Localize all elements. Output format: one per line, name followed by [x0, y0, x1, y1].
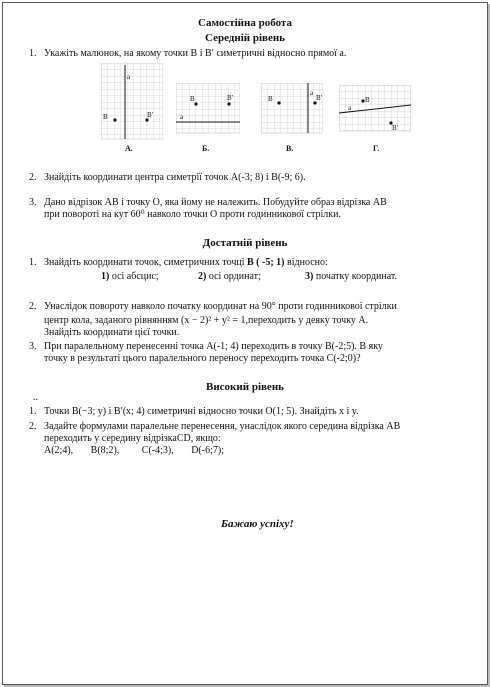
task-text-line: При паралельному перенесенні точка А(-1; 4) переходить в точку В(-2;5). В яку — [44, 341, 383, 352]
point-b-prime — [227, 102, 230, 105]
task-number: 3. — [29, 197, 37, 208]
task-number: 1. — [29, 48, 37, 59]
task-number: 1. — [29, 257, 37, 268]
figure-g-label: Г. — [373, 144, 380, 153]
worksheet-page — [2, 2, 488, 685]
task-text-line: Дано відрізок АВ і точку О, яка йому не належить. Побудуйте образ відрізка АВ — [44, 197, 387, 208]
line-a-label: a — [127, 73, 131, 81]
point-b-prime-label: B′ — [147, 111, 154, 119]
page-title: Самостійна робота — [198, 17, 292, 29]
point-b-prime-label: B′ — [392, 124, 399, 132]
task-number: 2. — [29, 172, 37, 183]
figure-a-label: A. — [125, 144, 133, 153]
task-text-part: Знайдіть координати точок, симетричних точці — [44, 257, 247, 268]
point-b — [113, 118, 116, 121]
point-b-label: B — [268, 95, 273, 103]
task-number: 2. — [29, 421, 37, 432]
point-b — [277, 101, 280, 104]
point-b-label: B — [365, 96, 370, 104]
task-text — [44, 257, 328, 269]
task-text-line: Знайдіть координати цієї точки. — [44, 327, 180, 338]
figure-b-label: Б. — [202, 144, 210, 153]
closing-wish: Бажаю успіху! — [221, 518, 294, 530]
figure-v-grid — [261, 83, 323, 135]
line-a-label: a — [180, 113, 184, 121]
task-text-line: Унаслідок повороту навколо початку координат на 90° проти годинникової стрілки — [44, 301, 397, 312]
task-text-line: Задайте формулами паралельне перенесення, унаслідок якого середина відрізка АВ — [44, 421, 401, 432]
task-number: 1. — [29, 406, 37, 417]
task-text-part: відносно: — [284, 257, 328, 268]
task-number: 2. — [29, 301, 37, 312]
point-b-prime-label: B′ — [227, 94, 234, 102]
line-a-label: a — [348, 104, 352, 112]
stray-dots: .. — [33, 392, 38, 403]
figure-b-grid — [176, 83, 240, 135]
task-text: Укажіть малюнок, на якому точки B і B′ симетричні відносно прямої a. — [44, 48, 347, 59]
figure-a-grid — [101, 63, 163, 141]
level-middle-heading: Середній рівень — [204, 32, 285, 44]
task-number: 3. — [29, 341, 37, 352]
point-b-prime-label: B′ — [316, 94, 323, 102]
point-b-label: B — [103, 113, 108, 121]
task-text-line: переходить у середину відрізкаCD, якщо: — [44, 433, 221, 444]
task-text: Знайдіть координати центра симетрії точок А(-3; 8) і В(-9; 6). — [44, 172, 306, 183]
option-item: 2) осі ординат; — [198, 271, 261, 282]
point-coordinates: В ( -5; 1) — [247, 257, 285, 268]
option-item: 3) початку координат. — [305, 271, 398, 282]
task-text-line: точку в результаті цього паралельного переносу переходить точка С(-2;0)? — [44, 353, 361, 364]
task-text-line: центр кола, заданого рівнянням (x − 2)² + y² = 1,переходить у деяку точку А. — [44, 315, 369, 326]
level-high-heading: Високий рівень — [206, 381, 284, 393]
task-text-line: при повороті на кут 60⁰ навколо точки О проти годинникової стрілки. — [44, 209, 341, 220]
figure-v-label: В. — [286, 144, 294, 153]
task-text: Точки B(−3; y) і B′(x; 4) симетричні відносно точки O(1; 5). Знайдіть x і y. — [44, 406, 359, 417]
task-points-line: A(2;4), B(8;2), C(-4;3), D(-6;7); — [44, 445, 224, 456]
point-b-label: B — [190, 95, 195, 103]
level-sufficient-heading: Достатній рівень — [202, 237, 288, 249]
option-item: 1) осі абсцис; — [101, 271, 159, 282]
line-a-label: a — [310, 89, 314, 97]
